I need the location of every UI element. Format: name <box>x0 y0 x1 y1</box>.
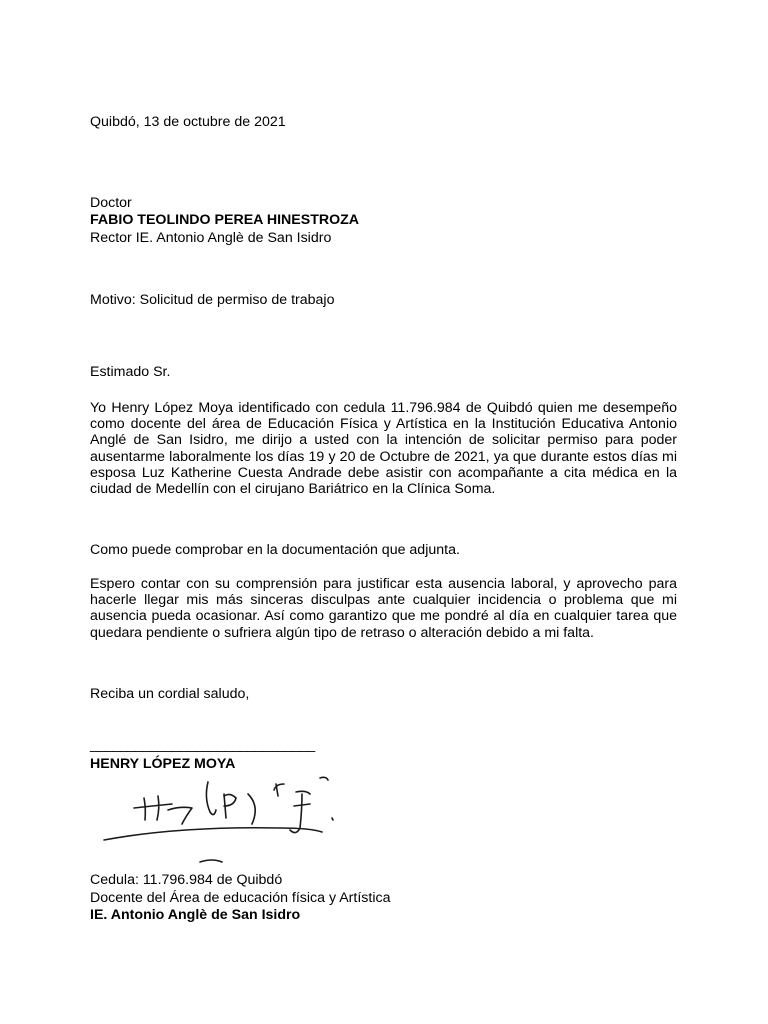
handwritten-signature <box>100 770 340 870</box>
signer-institution: IE. Antonio Anglè de San Isidro <box>90 907 301 923</box>
letter-closing: Reciba un cordial saludo, <box>90 686 250 702</box>
letter-page <box>90 0 678 1024</box>
body-paragraph-2: Como puede comprobar en la documentación que adjunta. <box>90 542 460 558</box>
letter-salutation: Estimado Sr. <box>90 364 171 380</box>
signer-role: Docente del Área de educación física y Artística <box>90 890 391 906</box>
letter-date: Quibdó, 13 de octubre de 2021 <box>90 114 286 130</box>
recipient-name: FABIO TEOLINDO PEREA HINESTROZA <box>90 212 360 228</box>
letter-subject: Motivo: Solicitud de permiso de trabajo <box>90 292 335 308</box>
recipient-position: Rector IE. Antonio Anglè de San Isidro <box>90 230 332 246</box>
body-paragraph-1: Yo Henry López Moya identificado con cedula 11.796.984 de Quibdó quien me desempeño como docente del área de Educación Física y Artística en la Institución Educativa Antonio Anglé de San Isidro, me dirijo a usted con la intención de solicitar permiso para poder ausentarme laboralmente los días 19 y 20 de Octubre de 2021, ya que durante estos días mi esposa Luz Katherine Cuesta Andrade debe asistir con acompañante a cita médica en la ciudad de Medellín con el cirujano Bariátrico en la Clínica Soma. <box>90 400 677 498</box>
signer-name: HENRY LÓPEZ MOYA <box>90 756 236 772</box>
recipient-title: Doctor <box>90 195 132 211</box>
body-paragraph-3: Espero contar con su comprensión para justificar esta ausencia laboral, y aprovecho para hacerle llegar mis más sinceras disculpas ante cualquier incidencia o problema que mi ausencia pueda ocasionar. Así como garantizo que me pondré al día en cualquier tarea que quedara pendiente o sufriera algún tipo de retraso o alteración debido a mi falta. <box>90 576 677 641</box>
signature-line: ______________________________ <box>90 737 315 753</box>
signer-id: Cedula: 11.796.984 de Quibdó <box>90 872 283 888</box>
